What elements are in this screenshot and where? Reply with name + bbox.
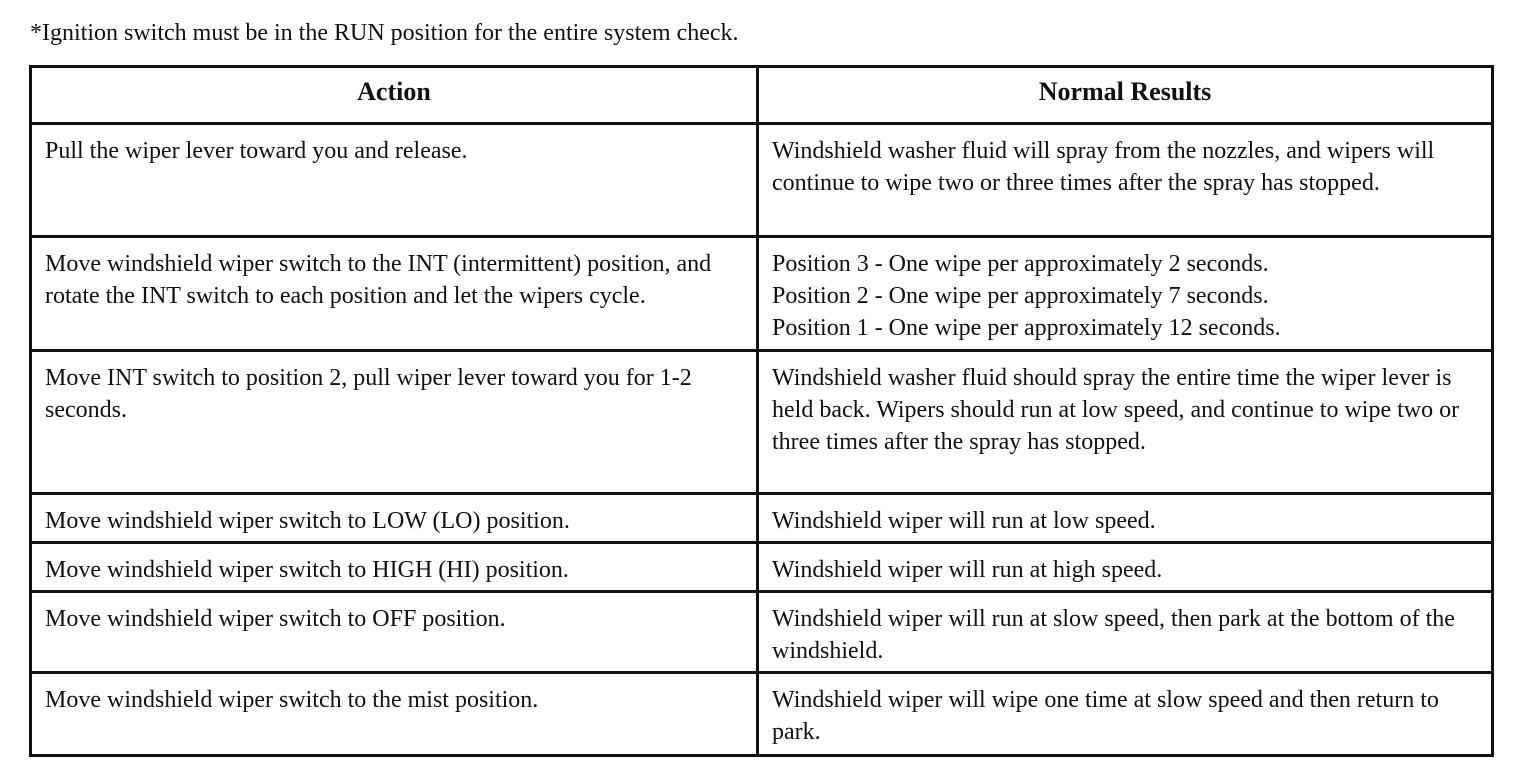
result-cell [758,592,1493,673]
system-check-table [29,65,1494,757]
result-text: Windshield wiper will run at low speed. [772,508,1156,534]
action-cell: Move windshield wiper switch to the INT (intermittent) position, and rotate the INT switch to each position and let the wipers cycle. [31,237,758,351]
result-cell [758,124,1493,237]
action-cell: Move windshield wiper switch to OFF position. [31,592,758,673]
table-row [31,124,1493,237]
table-header-row [31,67,1493,124]
table-row [31,592,1493,673]
table-row [31,351,1493,494]
table-row [31,494,1493,543]
table-row [31,543,1493,592]
results-column-header: Normal Results [758,67,1493,124]
action-cell: Pull the wiper lever toward you and release. [31,124,758,237]
result-cell [758,351,1493,494]
action-cell: Move windshield wiper switch to the mist position. [31,673,758,756]
result-text: Position 3 - One wipe per approximately 2 seconds. [772,251,1269,277]
result-text: Windshield washer fluid will spray from the nozzles, and wipers will continue to wipe two or three times after the spray has stopped. [772,138,1435,196]
action-cell: Move INT switch to position 2, pull wiper lever toward you for 1-2 seconds. [31,351,758,494]
result-cell [758,673,1493,756]
result-cell [758,237,1493,351]
result-cell [758,494,1493,543]
result-text: Windshield wiper will run at slow speed, then park at the bottom of the windshield. [772,606,1455,664]
result-cell [758,543,1493,592]
result-text: Position 2 - One wipe per approximately 7 seconds. [772,283,1269,309]
action-cell: Move windshield wiper switch to LOW (LO) position. [31,494,758,543]
result-text: Windshield wiper will wipe one time at slow speed and then return to park. [772,687,1439,745]
result-text: Windshield washer fluid should spray the entire time the wiper lever is held back. Wipers should run at low speed, and continue to wipe two or three times after the spray has stopped. [772,365,1460,455]
action-cell: Move windshield wiper switch to HIGH (HI) position. [31,543,758,592]
table-row [31,673,1493,756]
table-row [31,237,1493,351]
result-text: Position 1 - One wipe per approximately 12 seconds. [772,315,1281,341]
ignition-note: *Ignition switch must be in the RUN position for the entire system check. [30,20,739,46]
action-column-header: Action [31,67,758,124]
result-text: Windshield wiper will run at high speed. [772,557,1163,583]
